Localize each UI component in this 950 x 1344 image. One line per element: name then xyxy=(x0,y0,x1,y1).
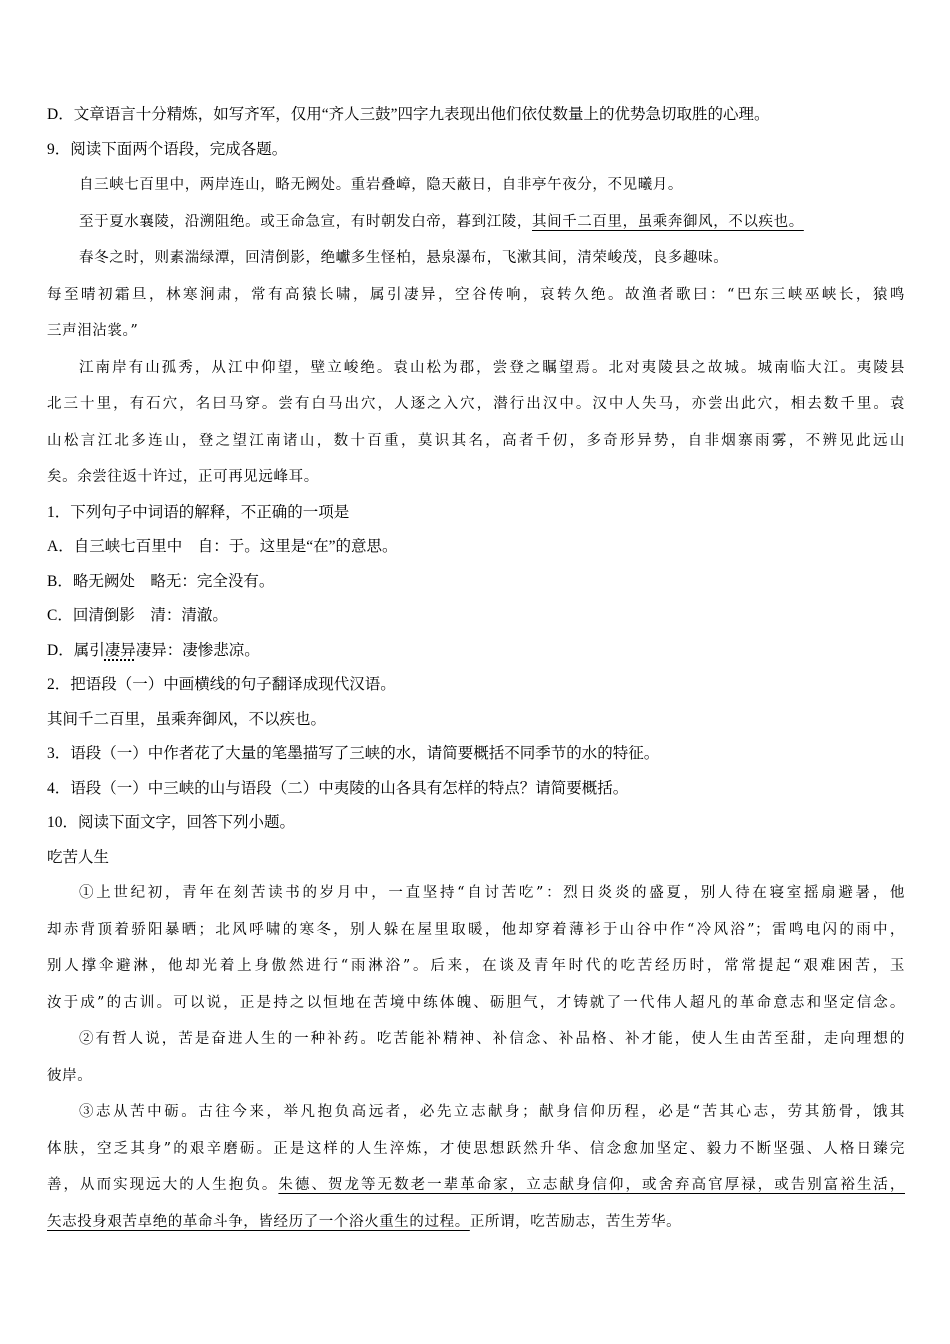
q8-option-d: D．文章语言十分精炼，如写齐军，仅用“齐人三鼓”四字九表现出他们依仗数量上的优势急切取胜的心理。 xyxy=(47,106,770,123)
q10-para1-line3: 别人撑伞避淋，他却光着上身傲然进行“雨淋浴”。后来，在谈及青年时代的吃苦经历时，常常提起“艰难困苦，玉 xyxy=(47,958,905,974)
q9-sub1-question: 1．下列句子中词语的解释，不正确的一项是 xyxy=(47,503,350,521)
q9-passage2-line4: 矣。余尝往返十许过，正可再见远峰耳。 xyxy=(47,469,319,485)
q10-para3-line2: 体肤，空乏其身”的艰辛磨砺。正是这样的人生淬炼，才使思想跃然升华、信念愈加坚定、毅力不断坚强、人格日臻完 xyxy=(47,1140,905,1157)
q10-para3-line3-text: 善，从而实现远大的人生抱负。 xyxy=(47,1177,279,1193)
q10-para1-line2: 却赤背顶着骄阳暴晒；北风呼啸的寒冬，别人躲在屋里取暖，他却穿着薄衫于山谷中作“冷风浴”；雷鸣电闪的雨中， xyxy=(47,921,905,938)
q9-sub1-option-d-dotted-word: 凄异 xyxy=(104,641,136,659)
q10-para3-line1: ③志从苦中砺。古往今来，举凡抱负高远者，必先立志献身；献身信仰历程，必是“苦其心志，劳其筋骨，饿其 xyxy=(79,1104,905,1120)
q9-passage1-para4-line1: 每至晴初霜旦，林寒涧肃，常有高猿长啸，属引凄异，空谷传响，哀转久绝。故渔者歌曰：“巴东三峡巫峡长，猿鸣 xyxy=(47,286,905,303)
q9-sub4-question: 4．语段（一）中三峡的山与语段（二）中夷陵的山各具有怎样的特点？请简要概括。 xyxy=(47,779,629,797)
q9-sub3-question: 3．语段（一）中作者花了大量的笔墨描写了三峡的水，请简要概括不同季节的水的特征。 xyxy=(47,745,660,762)
q10-article-title: 吃苦人生 xyxy=(47,848,110,866)
q10-para1-line4: 汝于成”的古训。可以说，正是持之以恒地在苦境中练体魄、砺胆气，才铸就了一代伟人超凡的革命意志和坚定信念。 xyxy=(47,994,905,1011)
q10-para3-line4-text: 正所谓，吃苦励志，苦生芳华。 xyxy=(469,1213,682,1230)
q9-sub1-option-d xyxy=(47,634,905,669)
q10-para3-line3 xyxy=(47,1167,905,1204)
q9-sub1-option-c: C．回清倒影 清：清澈。 xyxy=(47,607,228,624)
q9-passage1-para2 xyxy=(47,204,905,241)
q9-passage2-line1: 江南岸有山孤秀，从江中仰望，壁立峻绝。袁山松为郡，尝登之瞩望焉。北对夷陵县之故城。城南临大江。夷陵县 xyxy=(79,359,905,376)
q9-underlined-sentence: 其间千二百里，虽乘奔御风，不以疾也。 xyxy=(532,213,804,230)
q10-para3-line4 xyxy=(47,1204,905,1241)
q9-passage1-para4-line2: 三声泪沾裳。” xyxy=(47,323,139,339)
q10-underlined-sentence-part1: 朱德、贺龙等无数老一辈革命家，立志献身信仰，或舍弃高官厚禄，或告别富裕生活， xyxy=(278,1177,905,1193)
q9-sub2-question: 2．把语段（一）中画横线的句子翻译成现代汉语。 xyxy=(47,676,396,693)
q9-sub1-option-b: B．略无阙处 略无：完全没有。 xyxy=(47,572,275,590)
q10-para2-line1: ②有哲人说，苦是奋进人生的一种补药。吃苦能补精神、补信念、补品格、补才能，使人生由苦至甜，走向理想的 xyxy=(79,1031,905,1047)
q9-passage1-para1: 自三峡七百里中，两岸连山，略无阙处。重岩叠嶂，隐天蔽日，自非亭午夜分，不见曦月。 xyxy=(79,177,683,193)
q10-heading: 10．阅读下面文字，回答下列小题。 xyxy=(47,814,296,831)
q10-underlined-sentence-part2: 矢志投身艰苦卓绝的革命斗争，皆经历了一个浴火重生的过程。 xyxy=(47,1213,470,1230)
q9-passage1-para3: 春冬之时，则素湍绿潭，回清倒影，绝巘多生怪柏，悬泉瀑布，飞漱其间，清荣峻茂，良多趣味。 xyxy=(79,250,729,266)
q9-passage2-line3: 山松言江北多连山，登之望江南诸山，数十百重，莫识其名，高者千仞，多奇形异势，自非烟寨雨雾，不辨见此远山 xyxy=(47,432,905,449)
q9-passage2-line2: 北三十里，有石穴，名曰马穿。尝有白马出穴，人逐之入穴，潜行出汉中。汉中人失马，亦尝出此穴，相去数千里。袁 xyxy=(47,396,905,412)
q9-sub2-sentence: 其间千二百里，虽乘奔御风，不以疾也。 xyxy=(47,710,327,728)
q9-sub1-option-a: A．自三峡七百里中 自：于。这里是“在”的意思。 xyxy=(47,538,398,555)
q10-para2-line2: 彼岸。 xyxy=(47,1067,93,1084)
q9-heading: 9．阅读下面两个语段，完成各题。 xyxy=(47,140,288,158)
q10-para1-line1: ①上世纪初，青年在刻苦读书的岁月中，一直坚持“自讨苦吃”：烈日炎炎的盛夏，别人待在寝室摇扇避暑，他 xyxy=(79,885,905,901)
q9-sub1-option-d-prefix: D．属引 xyxy=(47,641,105,659)
q9-sub1-option-d-rest: 凄异：凄惨悲凉。 xyxy=(135,641,260,659)
document-page xyxy=(47,98,905,1240)
q9-passage1-para2-text: 至于夏水襄陵，沿溯阻绝。或王命急宣，有时朝发白帝，暮到江陵， xyxy=(79,213,532,230)
